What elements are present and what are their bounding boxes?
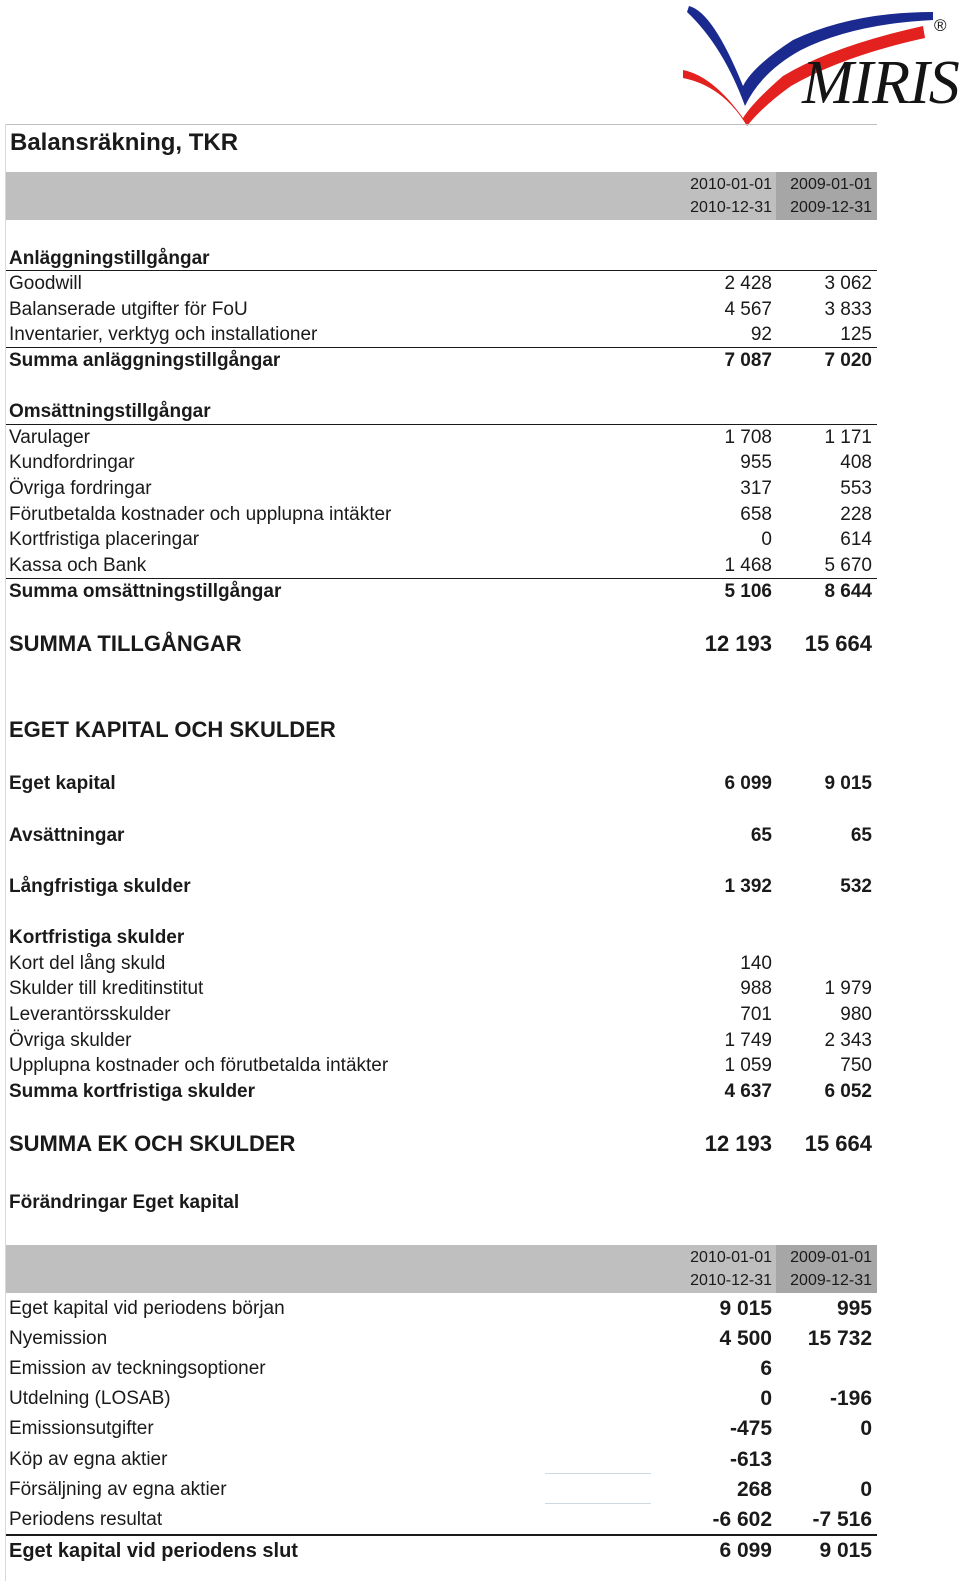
row-value-2010: 701 — [740, 1004, 772, 1025]
row-label: Köp av egna aktier — [9, 1449, 168, 1470]
row-value-2009: 408 — [840, 452, 872, 473]
row-value-2010: -475 — [729, 1417, 772, 1440]
row-value-2010: 1 392 — [724, 876, 772, 897]
period-header — [6, 1245, 877, 1293]
row-value-2009: 228 — [840, 504, 872, 525]
grand-total-label: SUMMA TILLGÅNGAR — [9, 631, 242, 656]
row-value-2010: 268 — [736, 1478, 772, 1501]
row-value-2009: 553 — [840, 478, 872, 499]
grand-total-label: SUMMA EK OCH SKULDER — [9, 1131, 296, 1156]
row-value-2009: 65 — [850, 825, 872, 846]
row-value-2010: 65 — [750, 825, 772, 846]
row-value-2010: 6 — [760, 1357, 772, 1380]
row-value-2009: 0 — [860, 1417, 872, 1440]
period-2-end: 2009-12-31 — [790, 199, 872, 216]
period-1-start: 2010-01-01 — [690, 1249, 772, 1266]
row-label: Kundfordringar — [9, 452, 135, 473]
grand-total-value-2009: 15 664 — [804, 631, 872, 656]
grand-total-value-2010: 12 193 — [704, 631, 772, 656]
row-label: Periodens resultat — [9, 1509, 163, 1530]
frame-top-border — [5, 124, 877, 125]
period-2-end: 2009-12-31 — [790, 1272, 872, 1289]
total-value-2010: 5 106 — [724, 581, 772, 602]
table-row — [6, 952, 877, 976]
row-label: Övriga skulder — [9, 1030, 132, 1051]
row-value-2010: 140 — [740, 953, 772, 974]
total-row — [6, 875, 877, 899]
row-value-2010: 0 — [760, 1387, 772, 1410]
table-row — [6, 528, 877, 552]
section-heading-label: Anläggningstillgångar — [9, 248, 210, 269]
table-row — [6, 426, 877, 450]
table-row — [6, 272, 877, 296]
row-label: Kort del lång skuld — [9, 953, 166, 974]
row-value-2009: 2 343 — [824, 1030, 872, 1051]
table-row — [6, 1417, 877, 1441]
row-value-2010: 658 — [740, 504, 772, 525]
grand-total-row — [6, 1132, 877, 1160]
row-value-2009: 532 — [840, 876, 872, 897]
row-value-2009: 995 — [836, 1297, 872, 1320]
table-row — [6, 1003, 877, 1027]
divider — [6, 270, 877, 271]
row-value-2009: 9 015 — [824, 773, 872, 794]
grand-total-row — [6, 632, 877, 660]
faint-divider — [545, 1473, 651, 1474]
row-value-2009: 3 833 — [824, 299, 872, 320]
row-value-2009: 0 — [860, 1478, 872, 1501]
period-2-start: 2009-01-01 — [790, 176, 872, 193]
row-value-2010: 1 749 — [724, 1030, 772, 1051]
row-label: Kortfristiga placeringar — [9, 529, 200, 550]
table-row — [6, 1387, 877, 1411]
row-label: Skulder till kreditinstitut — [9, 978, 204, 999]
table-row — [6, 1478, 877, 1502]
table-row — [6, 451, 877, 475]
row-value-2009: 614 — [840, 529, 872, 550]
row-label: Långfristiga skulder — [9, 876, 191, 897]
table-row — [6, 554, 877, 578]
row-label: Eget kapital — [9, 773, 116, 794]
table-row — [6, 977, 877, 1001]
registered-mark: ® — [934, 16, 947, 35]
row-value-2010: 0 — [761, 529, 772, 550]
row-value-2009: 980 — [840, 1004, 872, 1025]
table-row — [6, 1054, 877, 1078]
divider — [6, 1534, 877, 1536]
row-label: Försäljning av egna aktier — [9, 1479, 227, 1500]
row-value-2009: 125 — [840, 324, 872, 345]
logo-wordmark: MIRIS — [802, 49, 959, 117]
table-row — [6, 323, 877, 347]
total-value-2010: 4 637 — [724, 1081, 772, 1102]
row-label: Avsättningar — [9, 825, 125, 846]
table-row — [6, 1448, 877, 1472]
divider — [6, 424, 877, 425]
table-row — [6, 298, 877, 322]
total-label: Summa kortfristiga skulder — [9, 1081, 256, 1102]
table-row — [6, 1029, 877, 1053]
section-heading-label: EGET KAPITAL OCH SKULDER — [9, 717, 336, 742]
total-label: Eget kapital vid periodens slut — [9, 1540, 298, 1562]
grand-total-value-2009: 15 664 — [804, 1131, 872, 1156]
row-value-2010: 4 567 — [724, 299, 772, 320]
row-label: Leverantörsskulder — [9, 1004, 171, 1025]
period-1-end: 2010-12-31 — [690, 199, 772, 216]
total-row — [6, 824, 877, 848]
row-value-2009: 750 — [840, 1055, 872, 1076]
period-2-start: 2009-01-01 — [790, 1249, 872, 1266]
row-value-2010: 6 099 — [724, 773, 772, 794]
table-row — [6, 477, 877, 501]
section-heading-label: Förändringar Eget kapital — [9, 1192, 240, 1213]
section-heading — [6, 247, 877, 271]
row-label: Kassa och Bank — [9, 555, 147, 576]
row-label: Emission av teckningsoptioner — [9, 1358, 266, 1379]
row-label: Övriga fordringar — [9, 478, 152, 499]
row-label: Nyemission — [9, 1328, 108, 1349]
row-value-2010: 988 — [740, 978, 772, 999]
row-label: Varulager — [9, 427, 90, 448]
period-1-end: 2010-12-31 — [690, 1272, 772, 1289]
total-row — [6, 772, 877, 796]
total-value-2010: 6 099 — [719, 1539, 772, 1562]
row-value-2010: -6 602 — [712, 1508, 772, 1531]
row-label: Emissionsutgifter — [9, 1418, 154, 1439]
divider — [6, 347, 877, 348]
row-value-2010: 1 059 — [724, 1055, 772, 1076]
section-heading-label: Omsättningstillgångar — [9, 401, 211, 422]
row-value-2010: 317 — [740, 478, 772, 499]
row-label: Eget kapital vid periodens början — [9, 1298, 285, 1319]
faint-divider — [545, 1503, 651, 1504]
total-value-2009: 9 015 — [819, 1539, 872, 1562]
row-value-2010: 955 — [740, 452, 772, 473]
table-row — [6, 1357, 877, 1381]
row-value-2010: 92 — [750, 324, 772, 345]
total-row — [6, 580, 877, 604]
total-row — [6, 1539, 877, 1563]
row-label: Utdelning (LOSAB) — [9, 1388, 171, 1409]
row-label: Förutbetalda kostnader och upplupna intäkter — [9, 504, 392, 525]
table-row — [6, 1327, 877, 1351]
total-label: Summa anläggningstillgångar — [9, 350, 281, 371]
table-row — [6, 503, 877, 527]
row-value-2009: 1 979 — [824, 978, 872, 999]
period-header — [6, 172, 877, 220]
table-row — [6, 1297, 877, 1321]
row-value-2009: 5 670 — [824, 555, 872, 576]
row-value-2010: 1 468 — [724, 555, 772, 576]
row-label: Upplupna kostnader och förutbetalda intäkter — [9, 1055, 389, 1076]
total-row — [6, 349, 877, 373]
row-value-2010: -613 — [729, 1448, 772, 1471]
row-label: Goodwill — [9, 273, 82, 294]
total-value-2010: 7 087 — [724, 350, 772, 371]
page-title: Balansräkning, TKR — [10, 129, 239, 156]
section-heading — [6, 1191, 877, 1215]
section-heading-label: Kortfristiga skulder — [9, 927, 185, 948]
row-value-2009: 1 171 — [824, 427, 872, 448]
row-value-2009: -196 — [829, 1387, 872, 1410]
section-heading-large — [6, 718, 877, 746]
total-value-2009: 6 052 — [824, 1081, 872, 1102]
row-value-2010: 9 015 — [719, 1297, 772, 1320]
section-heading — [6, 400, 877, 424]
row-value-2009: -7 516 — [812, 1508, 872, 1531]
row-value-2010: 4 500 — [719, 1327, 772, 1350]
row-value-2010: 2 428 — [724, 273, 772, 294]
row-value-2010: 1 708 — [724, 427, 772, 448]
total-label: Summa omsättningstillgångar — [9, 581, 282, 602]
total-value-2009: 8 644 — [824, 581, 872, 602]
row-label: Balanserade utgifter för FoU — [9, 299, 248, 320]
row-value-2009: 3 062 — [824, 273, 872, 294]
section-heading — [6, 926, 877, 950]
table-row — [6, 1508, 877, 1532]
grand-total-value-2010: 12 193 — [704, 1131, 772, 1156]
divider — [6, 578, 877, 579]
total-value-2009: 7 020 — [824, 350, 872, 371]
row-label: Inventarier, verktyg och installationer — [9, 324, 318, 345]
row-value-2009: 15 732 — [807, 1327, 872, 1350]
total-row — [6, 1080, 877, 1104]
period-1-start: 2010-01-01 — [690, 176, 772, 193]
